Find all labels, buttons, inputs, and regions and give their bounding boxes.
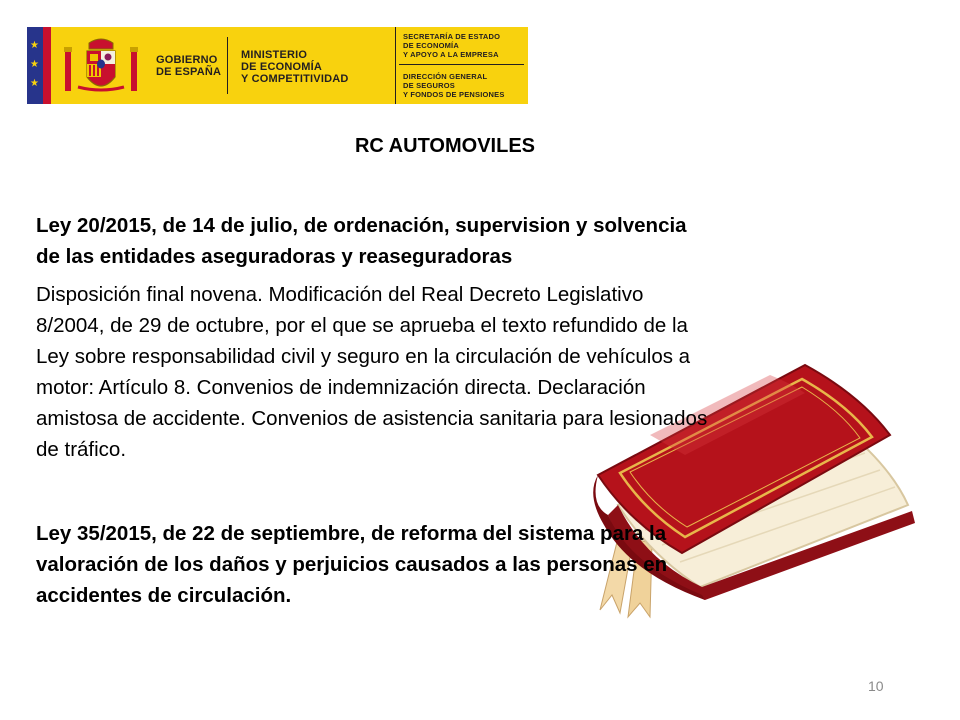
secretaria-label: SECRETARÍA DE ESTADO DE ECONOMÍA Y APOYO A LA EMPRESA [403, 32, 501, 59]
paragraph-ley-20-2015: Ley 20/2015, de 14 de julio, de ordenación, supervision y solvencia de las entidades aseguradoras y reaseguradoras [36, 214, 687, 268]
divider [399, 64, 524, 65]
gobierno-de-espana-label: GOBIERNO DE ESPAÑA [156, 54, 222, 78]
eu-flag-strip [27, 27, 43, 104]
star-icon: ★ [30, 40, 39, 51]
star-icon: ★ [30, 78, 39, 89]
ministerio-label: MINISTERIO DE ECONOMÍA Y COMPETITIVIDAD [241, 49, 349, 85]
slide-title: RC AUTOMOVILES [354, 135, 535, 157]
page-number: 10 [868, 678, 884, 694]
divider [227, 37, 228, 94]
divider [395, 27, 396, 104]
direccion-general-label: DIRECCIÓN GENERAL DE SEGUROS Y FONDOS DE PENSIONES [403, 72, 505, 99]
coat-of-arms-icon [63, 37, 139, 97]
star-icon: ★ [30, 59, 39, 70]
paragraph-disposicion-final: Disposición final novena. Modificación del Real Decreto Legislativo 8/2004, de 29 de octubre, por el que se aprueba el texto refundido de la Ley sobre responsabilidad civil y seguro en la circulación de vehículos a motor: Artículo 8. Convenios de indemnización directa. Declaración amistosa de accidente. Convenios de asistencia sanitaria para lesionados de tráfico. [36, 283, 708, 461]
flag-red-strip [43, 27, 51, 104]
government-header-banner [27, 27, 528, 104]
paragraph-ley-35-2015: Ley 35/2015, de 22 de septiembre, de reforma del sistema para la valoración de los daños y perjuicios causados a las personas en accidentes de circulación. [36, 522, 668, 607]
